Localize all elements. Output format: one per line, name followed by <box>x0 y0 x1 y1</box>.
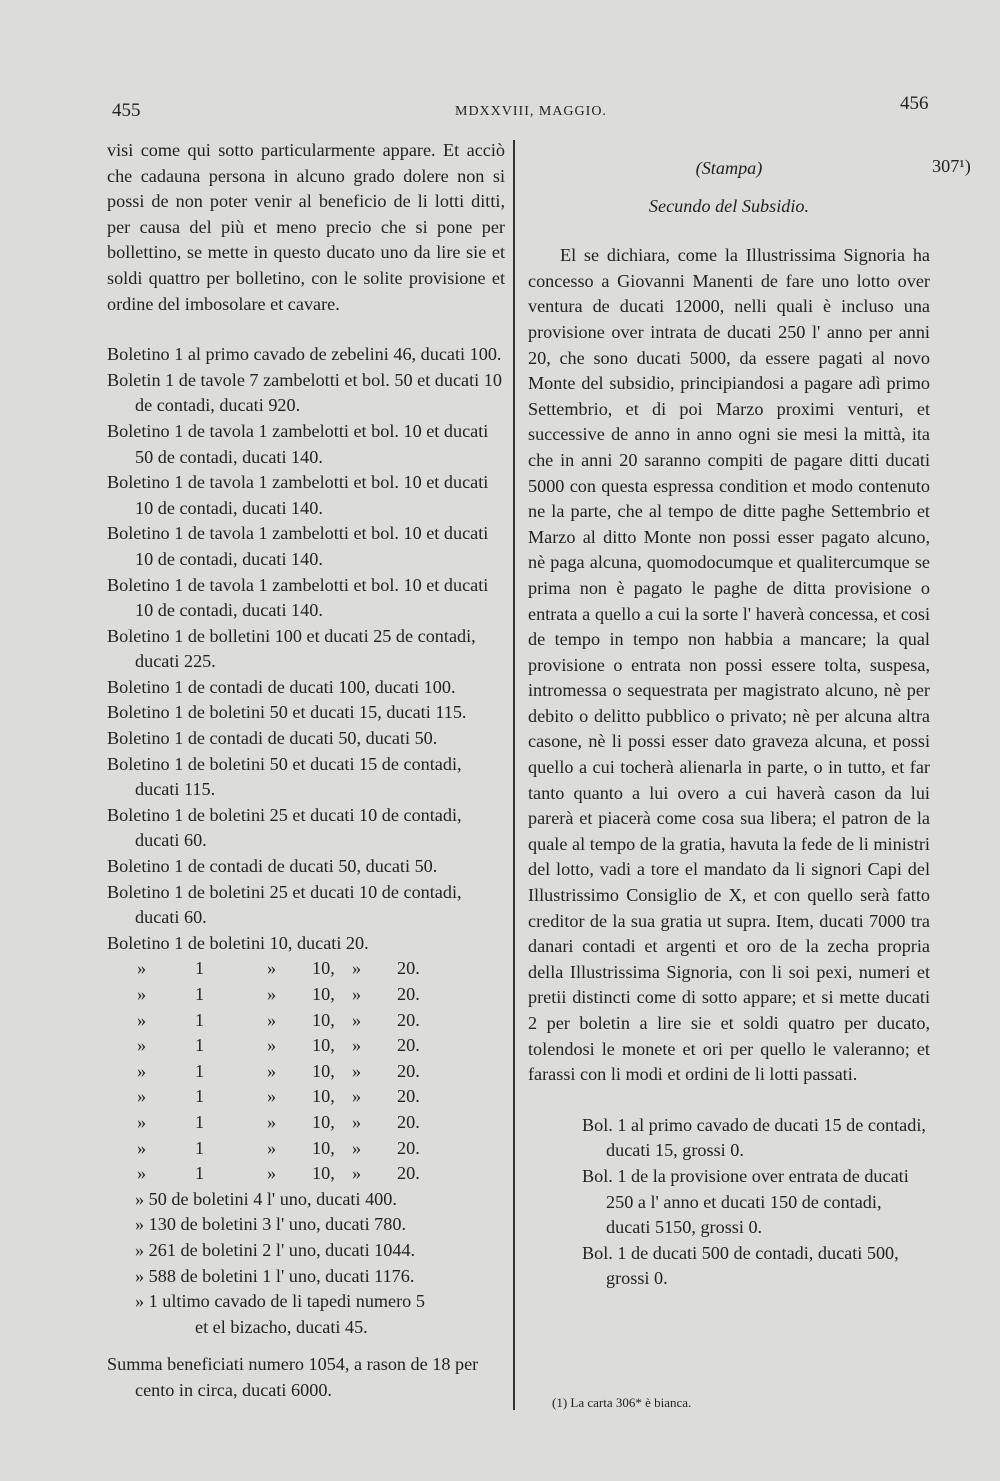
ditto-cell: 20. <box>397 1086 420 1107</box>
ditto-cell: » <box>267 984 277 1004</box>
ditto-cell: 10, <box>312 1086 335 1107</box>
ditto-row <box>107 1084 505 1110</box>
spacer <box>528 219 930 231</box>
entry-line: Boletino 1 de boletini 25 et ducati 10 de contadi, ducati 60. <box>107 881 462 928</box>
ditto-cell: 20. <box>397 984 420 1004</box>
entry-line: Boletino 1 de contadi de ducati 100, ducati 100. <box>107 676 456 697</box>
section-heading: Secundo del Subsidio. <box>648 195 810 216</box>
ditto-cell: 1 <box>195 1163 205 1184</box>
ditto-cell: 1 <box>195 1137 205 1158</box>
spacer <box>107 317 505 342</box>
ditto-cell: » <box>267 1009 277 1030</box>
ditto-cell: 1 <box>195 1009 205 1030</box>
entry-line: Boletino 1 al primo cavado de zebelini 46, ducati 100. <box>107 344 502 365</box>
ditto-cell: » <box>137 984 147 1004</box>
stampa-label: (Stampa) <box>695 158 763 178</box>
lottery-entries <box>107 342 505 931</box>
ditto-cell: » <box>352 1137 362 1158</box>
ditto-cell: 20. <box>397 1111 420 1132</box>
ditto-cell: » <box>137 1163 147 1184</box>
ditto-cell: 10, <box>312 1009 335 1030</box>
ditto-cell: 20. <box>397 1163 420 1184</box>
ditto-cell: » <box>352 984 362 1004</box>
ditto-cell: 10, <box>312 1137 335 1158</box>
left-column <box>107 138 505 1404</box>
ditto-cell: » <box>137 1009 147 1030</box>
ditto-cell: 10, <box>312 1060 335 1081</box>
tail-line: et el bizacho, ducati 45. <box>195 1316 368 1337</box>
ditto-cell: » <box>137 1035 147 1056</box>
tail-line: » 50 de boletini 4 l' uno, ducati 400. <box>135 1188 397 1209</box>
ditto-row <box>107 1110 505 1136</box>
entry-line: Boletino 1 de contadi de ducati 50, ducati 50. <box>107 856 438 877</box>
ditto-cell: 10, <box>312 1111 335 1132</box>
spacer <box>107 1340 505 1352</box>
entry-line: Boletino 1 de tavola 1 zambelotti et bol. 10 et ducati 10 de contadi, ducati 140. <box>107 574 489 621</box>
right-page-number: 456 <box>900 93 929 114</box>
tail-line: » 1 ultimo cavado de li tapedi numero 5 <box>135 1291 425 1312</box>
ditto-cell: 1 <box>195 1035 205 1056</box>
bol-line: Bol. 1 al primo cavado de ducati 15 de contadi, ducati 15, grossi 0. <box>582 1114 926 1161</box>
ditto-cell: 10, <box>312 1035 335 1056</box>
ditto-cell: 1 <box>195 1086 205 1107</box>
ditto-cell: 20. <box>397 958 420 979</box>
ditto-row <box>107 1161 505 1187</box>
right-column <box>528 156 930 1292</box>
ditto-cell: » <box>137 1060 147 1081</box>
summa-line: Summa beneficiati numero 1054, a rason de 18 per cento in circa, ducati 6000. <box>107 1354 479 1400</box>
spacer <box>528 182 930 194</box>
ditto-cell: » <box>267 1060 277 1081</box>
left-page-number: 455 <box>112 100 141 121</box>
entry-line: Boletino 1 de contadi de ducati 50, ducati 50. <box>107 728 438 749</box>
ditto-cell: » <box>137 1137 147 1158</box>
running-title: MDXXVIII, MAGGIO. <box>455 104 607 119</box>
ditto-cell: 10, <box>312 958 335 979</box>
ditto-cell: » <box>267 958 277 979</box>
ditto-cell: » <box>352 1163 362 1184</box>
entry-line: Boletino 1 de boletini 50 et ducati 15 de contadi, ducati 115. <box>107 753 462 800</box>
ditto-cell: » <box>352 1111 362 1132</box>
ditto-table <box>107 931 505 1187</box>
tail-entries <box>107 1187 505 1341</box>
ditto-row <box>107 956 505 982</box>
ditto-row <box>107 1008 505 1034</box>
bol-line: Bol. 1 de ducati 500 de contadi, ducati 500, grossi 0. <box>582 1242 899 1289</box>
entry-line: Boletin 1 de tavole 7 zambelotti et bol. 50 et ducati 10 de contadi, ducati 920. <box>107 369 502 416</box>
ditto-cell: » <box>352 1086 362 1107</box>
ditto-cell: » <box>267 1137 277 1158</box>
ditto-cell: 1 <box>195 984 205 1004</box>
margin-note: 307¹) <box>932 156 971 176</box>
ditto-cell: 1 <box>195 958 205 979</box>
ditto-cell: » <box>267 1111 277 1132</box>
ditto-cell: 1 <box>195 1060 205 1081</box>
tail-line: » 588 de boletini 1 l' uno, ducati 1176. <box>135 1265 415 1286</box>
entry-line: Boletino 1 de boletini 25 et ducati 10 de contadi, ducati 60. <box>107 804 462 851</box>
ditto-cell: » <box>137 1111 147 1132</box>
entry-line: Boletino 1 de boletini 50 et ducati 15, ducati 115. <box>107 702 467 723</box>
ditto-cell: 20. <box>397 1009 420 1030</box>
ditto-row <box>107 982 505 1008</box>
bol-line: Bol. 1 de la provisione over entrata de ducati 250 a l' anno et ducati 150 de contadi, ducati 5150, grossi 0. <box>582 1165 909 1238</box>
ditto-cell: » <box>352 1009 362 1030</box>
ditto-cell: » <box>137 958 147 979</box>
entry-line: Boletino 1 de tavola 1 zambelotti et bol. 10 et ducati 50 de contadi, ducati 140. <box>107 420 489 467</box>
footnote: (1) La carta 306* è bianca. <box>552 1395 692 1410</box>
ditto-row <box>107 1136 505 1162</box>
body-paragraph: El se dichiara, come la Illustrissima Signoria ha concesso a Giovanni Manenti de fare uno lotto over ventura de ducati 12000, nelli quali è incluso una provisione over intrata de ducati 250 l' anno per anni 20, che sono ducati 5000, da essere pagati al novo Monte del subsidio, principiandosi a pagare adì primo Settembrio, et di poi Marzo proximi venturi, et successive de anno in anno ogni sie mesi la mittà, ita che in anni 20 saranno compiti de pagare ditti ducati 5000 con questa espressa condition et modo contenuto ne la parte, che al tempo de ditte paghe Settembrio et Marzo al ditto Monte non possi esser pagato alcuno, nè paga alcuna, quomodocumque et qualitercumque se prima non è pagato le paghe de ditta provisione o entrata a quello a cui la sorte l' haverà concessa, et cosi de tempo in tempo non habbia a mancare; la qual provisione o entrata non possi essere tolta, suspesa, intromessa o sequestrata per magistrato alcuno, nè per debito o delitto pubblico o privato; nè per alcuna altra casone, nè li possi esser dato graveza alcuna, et possi quello a cui tocherà alienarla in parte, o in tutto, et far tanto quanto a lui overo a cui haverà cason da lui parerà et piacerà come cosa sua libera; el patron de la quale al tempo de la gratia, havuta la fede de li ministri del lotto, vadi a tore el mandato da li signori Capi del Illustrissimo Consiglio de X, et con quello serà fatto creditor de la sua gratia ut supra. Item, ducati 7000 tra danari contadi et argenti et oro de la zecha propria della Illustrissima Signoria, con li soi pexi, numeri et pretii distincti come di sotto appare; et si mette ducati 2 per boletin a lire sie et soldi quatro per ducato, tolendosi le monete et ori per quello le valeranno; et farassi con li modi et ordini de li lotti passati. <box>528 245 930 1085</box>
ditto-row <box>107 1033 505 1059</box>
spacer <box>528 1088 930 1113</box>
ditto-cell: 20. <box>397 1137 420 1158</box>
ditto-cell: 20. <box>397 1060 420 1081</box>
ditto-row <box>107 1059 505 1085</box>
tail-line: » 130 de boletini 3 l' uno, ducati 780. <box>135 1214 407 1235</box>
ditto-cell: » <box>352 1035 362 1056</box>
ditto-cell: » <box>352 1060 362 1081</box>
entry-line: Boletino 1 de bolletini 100 et ducati 25 de contadi, ducati 225. <box>107 625 476 672</box>
ditto-cell: » <box>267 1163 277 1184</box>
bol-list <box>528 1113 930 1292</box>
ditto-cell: » <box>352 958 362 979</box>
ditto-cell: » <box>267 1086 277 1107</box>
ditto-cell: » <box>267 1035 277 1056</box>
tail-line: » 261 de boletini 2 l' uno, ducati 1044. <box>135 1239 416 1260</box>
ditto-cell: 10, <box>312 1163 335 1184</box>
table-head-line: Boletino 1 de boletini 10, ducati 20. <box>107 932 369 953</box>
entry-line: Boletino 1 de tavola 1 zambelotti et bol. 10 et ducati 10 de contadi, ducati 140. <box>107 472 489 518</box>
entry-line: Boletino 1 de tavola 1 zambelotti et bol. 10 et ducati 10 de contadi, ducati 140. <box>107 523 489 569</box>
ditto-cell: 10, <box>312 984 335 1004</box>
ditto-cell: 20. <box>397 1035 420 1056</box>
column-divider <box>513 140 515 1410</box>
ditto-cell: 1 <box>195 1111 205 1132</box>
ditto-cell: » <box>137 1086 147 1107</box>
spacer <box>528 231 930 243</box>
intro-paragraph: visi come qui sotto particularmente appare. Et acciò che cadauna persona in alcuno grado dolere non si possi de non poter venir al beneficio de li lotti ditti, per causa del più et meno precio che si pone per bollettino, se mette in questo ducato uno da lire sie et soldi quattro per bolletino, con le solite provisione et ordine del imbosolare et cavare. <box>107 140 505 314</box>
